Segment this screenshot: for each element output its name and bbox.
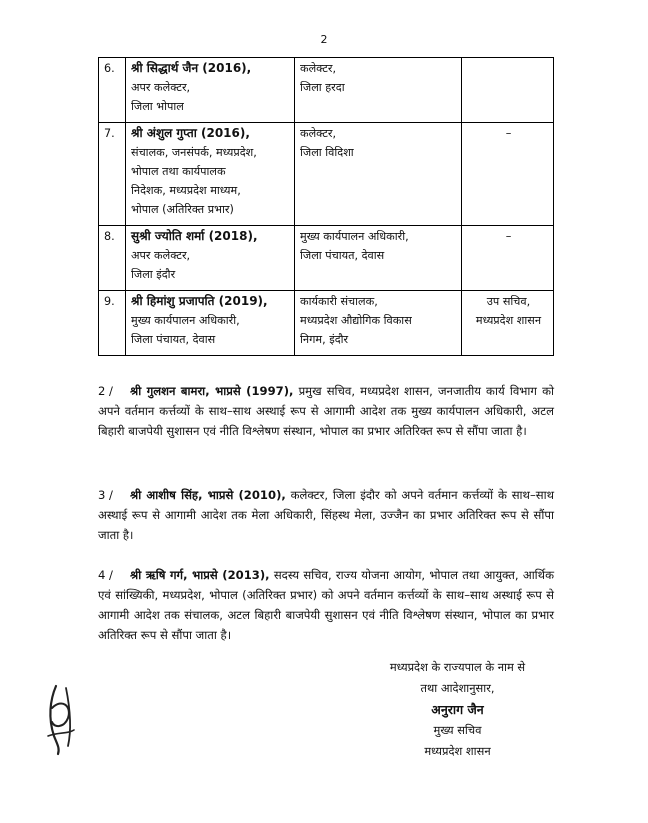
paragraph-number: 4 / [98, 568, 113, 582]
additional-charge-cell: – [462, 123, 554, 226]
current-post-line: अपर कलेक्टर, [131, 81, 191, 94]
row-number: 8. [99, 226, 126, 291]
paragraph-number: 3 / [98, 488, 113, 502]
paragraph-text: कलेक्टर, जिला इंदौर को अपने वर्तमान कर्त्तव्यों के साथ–साथ अस्थाई रूप से आगामी आदेश तक मेला अधिकारी, सिंहस्थ मेला, उज्जैन का प्रभार अतिरिक्त रूप से सौंपा जाता है। [98, 488, 555, 542]
table-row [99, 226, 554, 291]
officer-cell [126, 226, 295, 291]
table-row [99, 58, 554, 123]
new-post-line: मध्यप्रदेश औद्योगिक विकास [300, 314, 412, 327]
postings-table [98, 57, 554, 356]
signature-block [370, 657, 545, 762]
current-post-line: निदेशक, मध्यप्रदेश माध्यम, [131, 184, 241, 197]
page-number: 2 [320, 33, 328, 46]
current-post-line: जिला इंदौर [131, 268, 176, 281]
officer-name: श्री हिमांशु प्रजापति (2019), [131, 294, 268, 308]
new-post-line: जिला विदिशा [300, 146, 354, 159]
signature-line-1: मध्यप्रदेश के राज्यपाल के नाम से [389, 660, 526, 674]
signature-line-2: तथा आदेशानुसार, [420, 681, 495, 695]
paragraph-2 [98, 381, 554, 441]
officer-name: श्री सिद्धार्थ जैन (2016), [131, 61, 252, 75]
new-post-cell [295, 58, 462, 123]
officer-name: श्री ऋषि गर्ग, भाप्रसे (2013), [130, 568, 270, 582]
new-post-line: जिला हरदा [300, 81, 345, 94]
officer-name: श्री गुलशन बामरा, भाप्रसे (1997), [130, 384, 294, 398]
additional-charge-cell [462, 58, 554, 123]
additional-charge-cell: उप सचिव, मध्यप्रदेश शासन [462, 291, 554, 356]
signatory-designation: मुख्य सचिव [433, 723, 482, 737]
table-row [99, 291, 554, 356]
row-number: 7. [99, 123, 126, 226]
paragraph-3 [98, 485, 554, 545]
new-post-cell [295, 291, 462, 356]
current-post-line: भोपाल तथा कार्यपालक [131, 165, 226, 178]
officer-name: श्री आशीष सिंह, भाप्रसे (2010), [130, 488, 286, 502]
current-post-line: जिला पंचायत, देवास [131, 333, 216, 346]
officer-name: श्री अंशुल गुप्ता (2016), [131, 126, 250, 140]
row-number: 9. [99, 291, 126, 356]
current-post-line: मुख्य कार्यपालन अधिकारी, [131, 314, 240, 327]
officer-name: सुश्री ज्योति शर्मा (2018), [131, 229, 258, 243]
paragraph-number: 2 / [98, 384, 113, 398]
paragraph-4 [98, 565, 554, 645]
additional-charge-cell: – [462, 226, 554, 291]
signatory-office: मध्यप्रदेश शासन [424, 744, 491, 758]
row-number: 6. [99, 58, 126, 123]
new-post-cell [295, 226, 462, 291]
current-post-line: जिला भोपाल [131, 100, 184, 113]
handwritten-signature [42, 678, 82, 758]
new-post-cell [295, 123, 462, 226]
current-post-line: भोपाल (अतिरिक्त प्रभार) [131, 203, 234, 216]
officer-cell [126, 58, 295, 123]
new-post-line: कलेक्टर, [300, 62, 337, 75]
new-post-line: जिला पंचायत, देवास [300, 249, 385, 262]
new-post-line: मुख्य कार्यपालन अधिकारी, [300, 230, 409, 243]
officer-cell [126, 291, 295, 356]
current-post-line: संचालक, जनसंपर्क, मध्यप्रदेश, [131, 146, 257, 159]
current-post-line: अपर कलेक्टर, [131, 249, 191, 262]
signatory-name: अनुराग जैन [431, 702, 484, 717]
paragraph-text: प्रमुख सचिव, मध्यप्रदेश शासन, जनजातीय कार्य विभाग को अपने वर्तमान कर्त्तव्यों के साथ–साथ अस्थाई रूप से आगामी आदेश तक मुख्य कार्यपालन अधिकारी, अटल बिहारी बाजपेयी सुशासन एवं नीति विश्लेषण संस्थान, भोपाल का प्रभार अतिरिक्त रूप से सौंपा जाता है। [98, 384, 554, 438]
new-post-line: निगम, इंदौर [300, 333, 349, 346]
new-post-line: कार्यकारी संचालक, [300, 295, 378, 308]
new-post-line: कलेक्टर, [300, 127, 337, 140]
table-row [99, 123, 554, 226]
officer-cell [126, 123, 295, 226]
paragraph-text: सदस्य सचिव, राज्य योजना आयोग, भोपाल तथा आयुक्त, आर्थिक एवं सांख्यिकी, मध्यप्रदेश, भोपाल (अतिरिक्त प्रभार) को अपने वर्तमान कर्त्तव्यों के साथ–साथ अस्थाई रूप से आगामी आदेश तक संचालक, अटल बिहारी बाजपेयी सुशासन एवं नीति विश्लेषण संस्थान, भोपाल का प्रभार अतिरिक्त रूप से सौंपा जाता है। [98, 568, 554, 642]
